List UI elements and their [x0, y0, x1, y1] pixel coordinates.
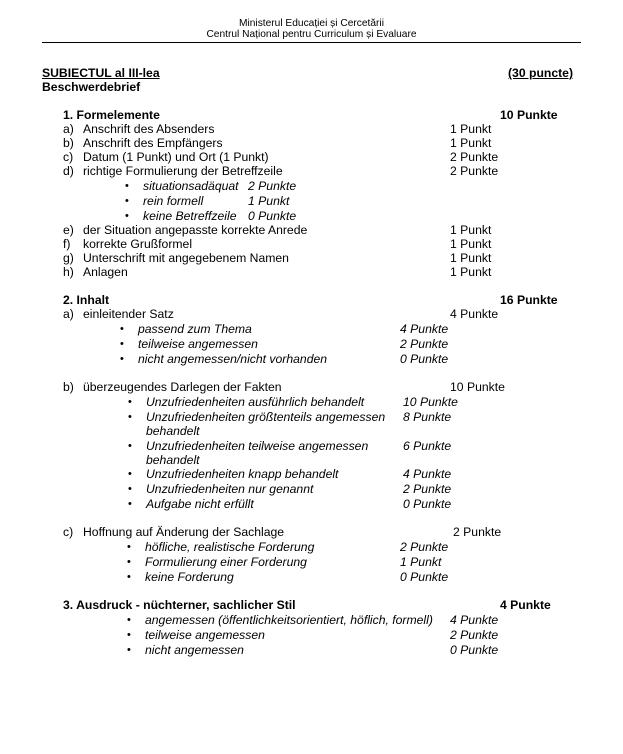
- item-points: 4 Punkte: [450, 307, 499, 321]
- item-points: 1 Punkt: [450, 136, 492, 150]
- criterion-text: situationsadäquat: [143, 179, 239, 193]
- criterion-points: 2 Punkte: [248, 179, 297, 193]
- item-points: 1 Punkt: [450, 223, 492, 237]
- item-text: Datum (1 Punkt) und Ort (1 Punkt): [83, 150, 269, 164]
- criterion-text: Aufgabe nicht erfüllt: [146, 497, 254, 511]
- bullet-icon: •: [125, 195, 129, 207]
- ministry-name: Ministerul Educației și Cercetării: [239, 18, 384, 29]
- bullet-icon: •: [128, 396, 132, 408]
- item-label: h): [63, 265, 74, 279]
- section-1-title: 1. Formelemente: [63, 108, 160, 122]
- section-2-title: 2. Inhalt: [63, 293, 110, 307]
- criterion-text: Formulierung einer Forderung: [145, 555, 307, 569]
- item-text: Unterschrift mit angegebenem Namen: [83, 251, 289, 265]
- criterion-points: 8 Punkte: [403, 410, 452, 424]
- bullet-icon: •: [120, 323, 124, 335]
- item-text: korrekte Grußformel: [83, 237, 193, 251]
- item-label: e): [63, 223, 74, 237]
- subject-points: (30 puncte): [508, 66, 574, 80]
- section-1-points: 10 Punkte: [500, 108, 558, 122]
- bullet-icon: •: [127, 644, 131, 656]
- bullet-icon: •: [127, 541, 131, 553]
- item-label: a): [63, 122, 74, 136]
- criterion-points: 1 Punkt: [248, 194, 290, 208]
- item-points: 2 Punkte: [450, 150, 499, 164]
- bullet-icon: •: [127, 556, 131, 568]
- criterion-text: Unzufriedenheiten knapp behandelt: [146, 467, 339, 481]
- criterion-points: 10 Punkte: [403, 395, 458, 409]
- bullet-icon: •: [128, 483, 132, 495]
- item-text: Hoffnung auf Änderung der Sachlage: [83, 525, 285, 539]
- header-divider: [42, 42, 581, 43]
- item-label: a): [63, 307, 74, 321]
- criterion-text-continued: behandelt: [146, 453, 200, 467]
- criterion-points: 0 Punkte: [403, 497, 452, 511]
- bullet-icon: •: [128, 498, 132, 510]
- criterion-points: 0 Punkte: [400, 570, 449, 584]
- item-label: f): [63, 237, 71, 251]
- bullet-icon: •: [128, 468, 132, 480]
- item-label: c): [63, 150, 74, 164]
- item-points: 1 Punkt: [450, 122, 492, 136]
- section-2-points: 16 Punkte: [500, 293, 558, 307]
- bullet-icon: •: [127, 629, 131, 641]
- item-label: d): [63, 164, 74, 178]
- criterion-points: 4 Punkte: [403, 467, 452, 481]
- bullet-icon: •: [120, 338, 124, 350]
- criterion-text: höfliche, realistische Forderung: [145, 540, 315, 554]
- criterion-points: 6 Punkte: [403, 439, 452, 453]
- subject-title: SUBIECTUL al III-lea: [42, 66, 160, 80]
- criterion-text: teilweise angemessen: [145, 628, 265, 642]
- item-text: einleitender Satz: [83, 307, 174, 321]
- criterion-text: rein formell: [143, 194, 204, 208]
- section-3-points: 4 Punkte: [500, 598, 551, 612]
- item-text: der Situation angepasste korrekte Anrede: [83, 223, 308, 237]
- subject-subtitle: Beschwerdebrief: [42, 80, 141, 94]
- item-text: richtige Formulierung der Betreffzeile: [83, 164, 283, 178]
- criterion-text: Unzufriedenheiten größtenteils angemessen: [146, 410, 386, 424]
- item-label: b): [63, 136, 74, 150]
- item-points: 1 Punkt: [450, 237, 492, 251]
- bullet-icon: •: [128, 440, 132, 452]
- criterion-points: 2 Punkte: [450, 628, 499, 642]
- bullet-icon: •: [125, 210, 129, 222]
- item-label: g): [63, 251, 74, 265]
- criterion-points: 1 Punkt: [400, 555, 442, 569]
- item-text: überzeugendes Darlegen der Fakten: [83, 380, 282, 394]
- criterion-points: 4 Punkte: [400, 322, 449, 336]
- criterion-text: keine Betreffzeile: [143, 209, 237, 223]
- bullet-icon: •: [127, 571, 131, 583]
- criterion-text-continued: behandelt: [146, 424, 200, 438]
- item-text: Anlagen: [83, 265, 128, 279]
- criterion-text: angemessen (öffentlichkeitsorientiert, höflich, formell): [145, 613, 433, 627]
- criterion-points: 4 Punkte: [450, 613, 499, 627]
- criterion-points: 2 Punkte: [403, 482, 452, 496]
- center-name: Centrul Național pentru Curriculum și Evaluare: [206, 29, 417, 40]
- criterion-text: Unzufriedenheiten ausführlich behandelt: [146, 395, 365, 409]
- item-label: b): [63, 380, 74, 394]
- criterion-text: keine Forderung: [145, 570, 234, 584]
- bullet-icon: •: [120, 353, 124, 365]
- section-3-title: 3. Ausdruck - nüchterner, sachlicher Stil: [63, 598, 296, 612]
- bullet-icon: •: [125, 180, 129, 192]
- criterion-points: 2 Punkte: [400, 540, 449, 554]
- criterion-points: 0 Punkte: [248, 209, 297, 223]
- criterion-points: 0 Punkte: [400, 352, 449, 366]
- item-text: Anschrift des Empfängers: [83, 136, 223, 150]
- criterion-text: Unzufriedenheiten nur genannt: [146, 482, 314, 496]
- criterion-points: 2 Punkte: [400, 337, 449, 351]
- criterion-text: nicht angemessen/nicht vorhanden: [138, 352, 328, 366]
- item-points: 1 Punkt: [450, 251, 492, 265]
- criterion-text: passend zum Thema: [138, 322, 252, 336]
- item-points: 1 Punkt: [450, 265, 492, 279]
- item-text: Anschrift des Absenders: [83, 122, 215, 136]
- criterion-text: nicht angemessen: [145, 643, 244, 657]
- item-points: 2 Punkte: [450, 164, 499, 178]
- bullet-icon: •: [128, 411, 132, 423]
- criterion-points: 0 Punkte: [450, 643, 499, 657]
- item-points: 10 Punkte: [450, 380, 505, 394]
- criterion-text: teilweise angemessen: [138, 337, 258, 351]
- bullet-icon: •: [127, 614, 131, 626]
- item-points: 2 Punkte: [453, 525, 502, 539]
- item-label: c): [63, 525, 74, 539]
- criterion-text: Unzufriedenheiten teilweise angemessen: [146, 439, 369, 453]
